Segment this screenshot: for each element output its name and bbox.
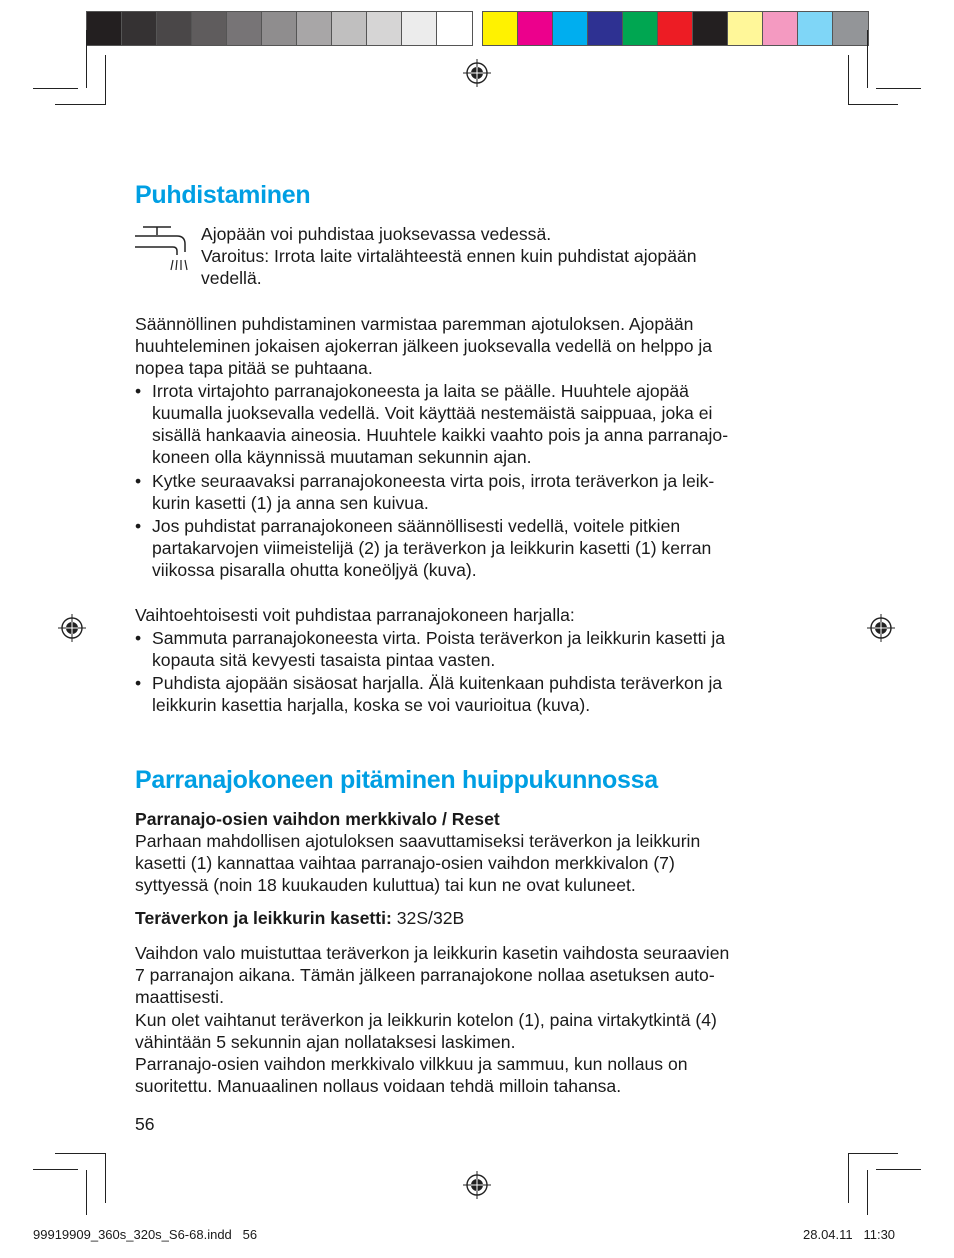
bullet-line: sisällä hankaavia aineosia. Huuhtele kaikki vaahto pois ja anna parranajo- bbox=[152, 425, 729, 445]
paragraph-line: kasetti (1) kannattaa vaihtaa parranajo-osien vaihdon merkkivalon (7) bbox=[135, 853, 675, 873]
color-swatch bbox=[367, 12, 402, 45]
color-swatch bbox=[623, 12, 658, 45]
footer-filename: 99919909_360s_320s_S6-68.indd 56 bbox=[33, 1227, 258, 1242]
bullet-icon: • bbox=[135, 471, 142, 491]
color-swatch bbox=[518, 12, 553, 45]
icon-text-line: vedellä. bbox=[201, 268, 262, 288]
color-swatch bbox=[122, 12, 157, 45]
color-swatch bbox=[227, 12, 262, 45]
paragraph-line: Kun olet vaihtanut teräverkon ja leikkurin kotelon (1), paina virtakytkintä (4) bbox=[135, 1010, 717, 1030]
bullet-line: Irrota virtajohto parranajokoneesta ja laita se päälle. Huuhtele ajopää bbox=[152, 381, 689, 401]
color-swatch bbox=[553, 12, 588, 45]
color-swatch bbox=[192, 12, 227, 45]
crop-mark bbox=[86, 30, 87, 88]
bullet-icon: • bbox=[135, 381, 142, 401]
crop-mark bbox=[105, 1153, 106, 1203]
paragraph-line: Vaihtoehtoisesti voit puhdistaa parranajokoneen harjalla: bbox=[135, 605, 575, 625]
registration-mark-icon bbox=[463, 59, 491, 87]
bullet-line: koneen olla käynnissä muutaman sekunnin ajan. bbox=[152, 447, 532, 467]
crop-mark bbox=[848, 1153, 898, 1154]
bullet-line: kuumalla juoksevalla vedellä. Voit käyttää nestemäistä saippuaa, joka ei bbox=[152, 403, 713, 423]
color-swatch bbox=[728, 12, 763, 45]
crop-mark bbox=[105, 55, 106, 105]
bullet-line: partakarvojen viimeistelijä (2) ja teräverkon ja leikkurin kasetti (1) kerran bbox=[152, 538, 712, 558]
crop-mark bbox=[876, 1169, 921, 1170]
crop-mark bbox=[848, 55, 849, 105]
crop-mark bbox=[86, 1170, 87, 1215]
paragraph-line: suoritettu. Manuaalinen nollaus voidaan tehdä milloin tahansa. bbox=[135, 1076, 622, 1096]
paragraph-line: Parhaan mahdollisen ajotuloksen saavuttamiseksi teräverkon ja leikkurin bbox=[135, 831, 701, 851]
crop-mark bbox=[867, 1170, 868, 1215]
paragraph-line: nopea tapa pitää se puhtaana. bbox=[135, 358, 373, 378]
color-swatch bbox=[588, 12, 623, 45]
faucet-icon bbox=[135, 224, 191, 276]
color-swatch bbox=[833, 12, 868, 45]
registration-mark-icon bbox=[867, 614, 895, 642]
color-swatch bbox=[87, 12, 122, 45]
bullet-line: Jos puhdistat parranajokoneen säännöllisesti vedellä, voitele pitkien bbox=[152, 516, 681, 536]
bullet-icon: • bbox=[135, 673, 142, 693]
gray-calibration-bar bbox=[86, 11, 473, 46]
section-title-cleaning: Puhdistaminen bbox=[135, 181, 311, 209]
footer-datetime: 28.04.11 11:30 bbox=[803, 1227, 896, 1242]
paragraph-line: Parranajo-osien vaihdon merkkivalo vilkkuu ja sammuu, kun nollaus on bbox=[135, 1054, 688, 1074]
paragraph-line: vähintään 5 sekunnin ajan nollataksesi laskimen. bbox=[135, 1032, 516, 1052]
color-calibration-bar bbox=[482, 11, 869, 46]
bullet-icon: • bbox=[135, 628, 142, 648]
bullet-icon: • bbox=[135, 516, 142, 536]
subheading: Parranajo-osien vaihdon merkkivalo / Reset bbox=[135, 809, 500, 829]
bullet-line: Kytke seuraavaksi parranajokoneesta virta pois, irrota teräverkon ja leik- bbox=[152, 471, 715, 491]
bullet-line: leikkurin kasettia harjalla, koska se voi vaurioitua (kuva). bbox=[152, 695, 591, 715]
paragraph-line: Vaihdon valo muistuttaa teräverkon ja leikkurin kasetin vaihdosta seuraavien bbox=[135, 943, 730, 963]
paragraph-line: syttyessä (noin 18 kuukauden kuluttua) tai kun ne ovat kuluneet. bbox=[135, 875, 636, 895]
color-swatch bbox=[693, 12, 728, 45]
color-swatch bbox=[658, 12, 693, 45]
parts-label: Teräverkon ja leikkurin kasetti: bbox=[135, 908, 392, 928]
crop-mark bbox=[848, 1153, 849, 1203]
crop-mark bbox=[55, 1153, 105, 1154]
icon-text-line: Ajopään voi puhdistaa juoksevassa vedessä. bbox=[201, 224, 552, 244]
crop-mark bbox=[867, 30, 868, 88]
bullet-line: kurin kasetti (1) ja anna sen kuivua. bbox=[152, 493, 429, 513]
color-swatch bbox=[798, 12, 833, 45]
registration-mark-icon bbox=[463, 1171, 491, 1199]
color-swatch bbox=[437, 12, 472, 45]
crop-mark bbox=[876, 88, 921, 89]
color-swatch bbox=[332, 12, 367, 45]
registration-mark-icon bbox=[58, 614, 86, 642]
paragraph-line: 7 parranajon aikana. Tämän jälkeen parranajokone nollaa asetuksen auto- bbox=[135, 965, 715, 985]
crop-mark bbox=[33, 88, 78, 89]
color-swatch bbox=[297, 12, 332, 45]
color-swatch bbox=[483, 12, 518, 45]
paragraph-line: Säännöllinen puhdistaminen varmistaa paremman ajotuloksen. Ajopään bbox=[135, 314, 694, 334]
bullet-line: kopauta sitä kevyesti tasaista pintaa vasten. bbox=[152, 650, 496, 670]
parts-line bbox=[135, 907, 464, 929]
crop-mark bbox=[55, 104, 105, 105]
color-swatch bbox=[157, 12, 192, 45]
section-title-maintenance: Parranajokoneen pitäminen huippukunnossa bbox=[135, 766, 658, 794]
page-number: 56 bbox=[135, 1114, 155, 1134]
color-swatch bbox=[402, 12, 437, 45]
paragraph-line: huuhteleminen jokaisen ajokerran jälkeen juoksevalla vedellä on helppo ja bbox=[135, 336, 713, 356]
paragraph-line: maattisesti. bbox=[135, 987, 224, 1007]
parts-value: 32S/32B bbox=[391, 908, 465, 928]
bullet-line: Puhdista ajopään sisäosat harjalla. Älä kuitenkaan puhdista teräverkon ja bbox=[152, 673, 723, 693]
bullet-line: viikossa pisaralla ohutta koneöljyä (kuva). bbox=[152, 560, 477, 580]
bullet-line: Sammuta parranajokoneesta virta. Poista teräverkon ja leikkurin kasetti ja bbox=[152, 628, 726, 648]
color-swatch bbox=[262, 12, 297, 45]
crop-mark bbox=[848, 104, 898, 105]
color-swatch bbox=[763, 12, 798, 45]
crop-mark bbox=[33, 1169, 78, 1170]
icon-text-line: Varoitus: Irrota laite virtalähteestä ennen kuin puhdistat ajopään bbox=[201, 246, 697, 266]
